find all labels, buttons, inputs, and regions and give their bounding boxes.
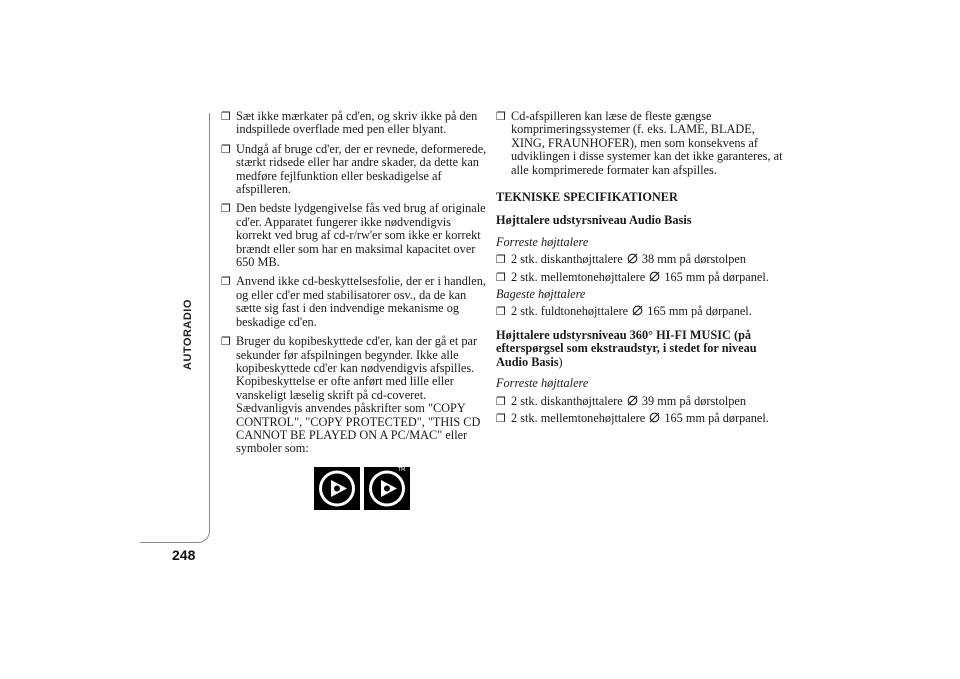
checkbox-bullet-icon: ❐ [496, 305, 506, 319]
checkbox-bullet-icon: ❐ [221, 110, 231, 123]
checkbox-bullet-icon: ❐ [496, 411, 506, 425]
compact-disc-logos [312, 464, 412, 512]
speaker-item: ❐ 2 stk. diskanthøjttalere 39 mm på dørstolpen [496, 393, 747, 408]
margin-rule [140, 113, 210, 543]
diameter-icon [627, 395, 638, 406]
diameter-icon [627, 253, 638, 264]
bullet-item: ❐ Anvend ikke cd-beskyttelsesfolie, der er i handlen, og eller cd'er med stabilisatorer osv., da de kan sætte sig fast i den indvendige mekanisme og beskadige cd'en. [221, 274, 486, 329]
checkbox-bullet-icon: ❐ [221, 275, 231, 289]
bullet-item: ❐ Cd-afspilleren kan læse de fleste gængse komprimeringssystemer (f. eks. LAME, BLADE, XING, FRAUNHOFER), men som konsekvens af udviklingen i disse systemer kan det ikke garanteres, at alle komprimerede formater kan afspilles. [496, 109, 783, 177]
checkbox-bullet-icon: ❐ [496, 253, 506, 267]
checkbox-bullet-icon: ❐ [221, 202, 231, 216]
section-side-label: AUTORADIO [182, 299, 194, 370]
speaker-item: ❐ 2 stk. mellemtonehøjttalere 165 mm på dørpanel. [496, 269, 769, 284]
bullet-item: ❐ Den bedste lydgengivelse fås ved brug af originale cd'er. Apparatet fungerer ikke nødvendigvis korrekt ved brug af cd-r/rw'er som ikke er korrekt brændt eller som har en maksimal kapacitet over 650 MB. [221, 201, 486, 270]
checkbox-bullet-icon: ❐ [496, 394, 506, 408]
speaker-item: ❐ 2 stk. diskanthøjttalere 38 mm på dørstolpen [496, 252, 747, 267]
diameter-icon [649, 271, 660, 282]
left-column [221, 110, 489, 462]
bullet-item: ❐ Undgå af bruge cd'er, der er revnede, deformerede, stærkt ridsede eller har andre skader, da dette kan medføre fejlfunktion eller beskadigelse af afspilleren. [221, 141, 487, 197]
checkbox-bullet-icon: ❐ [221, 142, 231, 156]
compact-disc-logo-icon [364, 467, 410, 510]
diameter-icon [649, 412, 660, 423]
checkbox-bullet-icon: ❐ [221, 335, 231, 349]
speaker-item: ❐ 2 stk. mellemtonehøjttalere 165 mm på dørpanel. [496, 410, 769, 425]
trademark-mark: TM [348, 467, 356, 473]
right-column [496, 110, 786, 429]
speaker-item: ❐ 2 stk. fuldtonehøjttalere 165 mm på dørpanel. [496, 304, 752, 319]
compact-disc-logo-icon [314, 467, 360, 510]
subheading-rear: Bageste højttalere [496, 287, 586, 302]
checkbox-bullet-icon: ❐ [496, 110, 506, 123]
page-number: 248 [172, 547, 196, 563]
specs-heading: TEKNISKE SPECIFIKATIONER [496, 190, 678, 205]
section-heading: Højttalere udstyrsniveau 360° HI-FI MUSIC (på efterspørgsel som ekstraudstyr, i stedet for niveau Audio Basis) [496, 327, 757, 369]
section-heading: Højttalere udstyrsniveau Audio Basis [496, 213, 692, 228]
diameter-icon [632, 305, 643, 316]
bullet-item: ❐ Bruger du kopibeskyttede cd'er, kan der gå et par sekunder før afspilningen begynder. Ikke alle kopibeskyttede cd'er kan nødvendigvis afspilles. Kopibeskyttelse er ofte anført med lille eller vanskeligt læselig skrift på cd-coveret. Sædvanligvis anvendes påskrifter som "COPY CONTROL", "COPY PROTECTED", "THIS CD CANNOT BE PLAYED ON A PC/MAC" eller symboler som: [221, 334, 481, 456]
checkbox-bullet-icon: ❐ [496, 270, 506, 284]
bullet-item: ❐ Sæt ikke mærkater på cd'en, og skriv ikke på den indspillede overflade med pen eller blyant. [221, 109, 478, 137]
subheading-front: Forreste højttalere [496, 376, 589, 391]
trademark-mark: TM [398, 467, 406, 473]
subheading-front: Forreste højttalere [496, 234, 589, 249]
